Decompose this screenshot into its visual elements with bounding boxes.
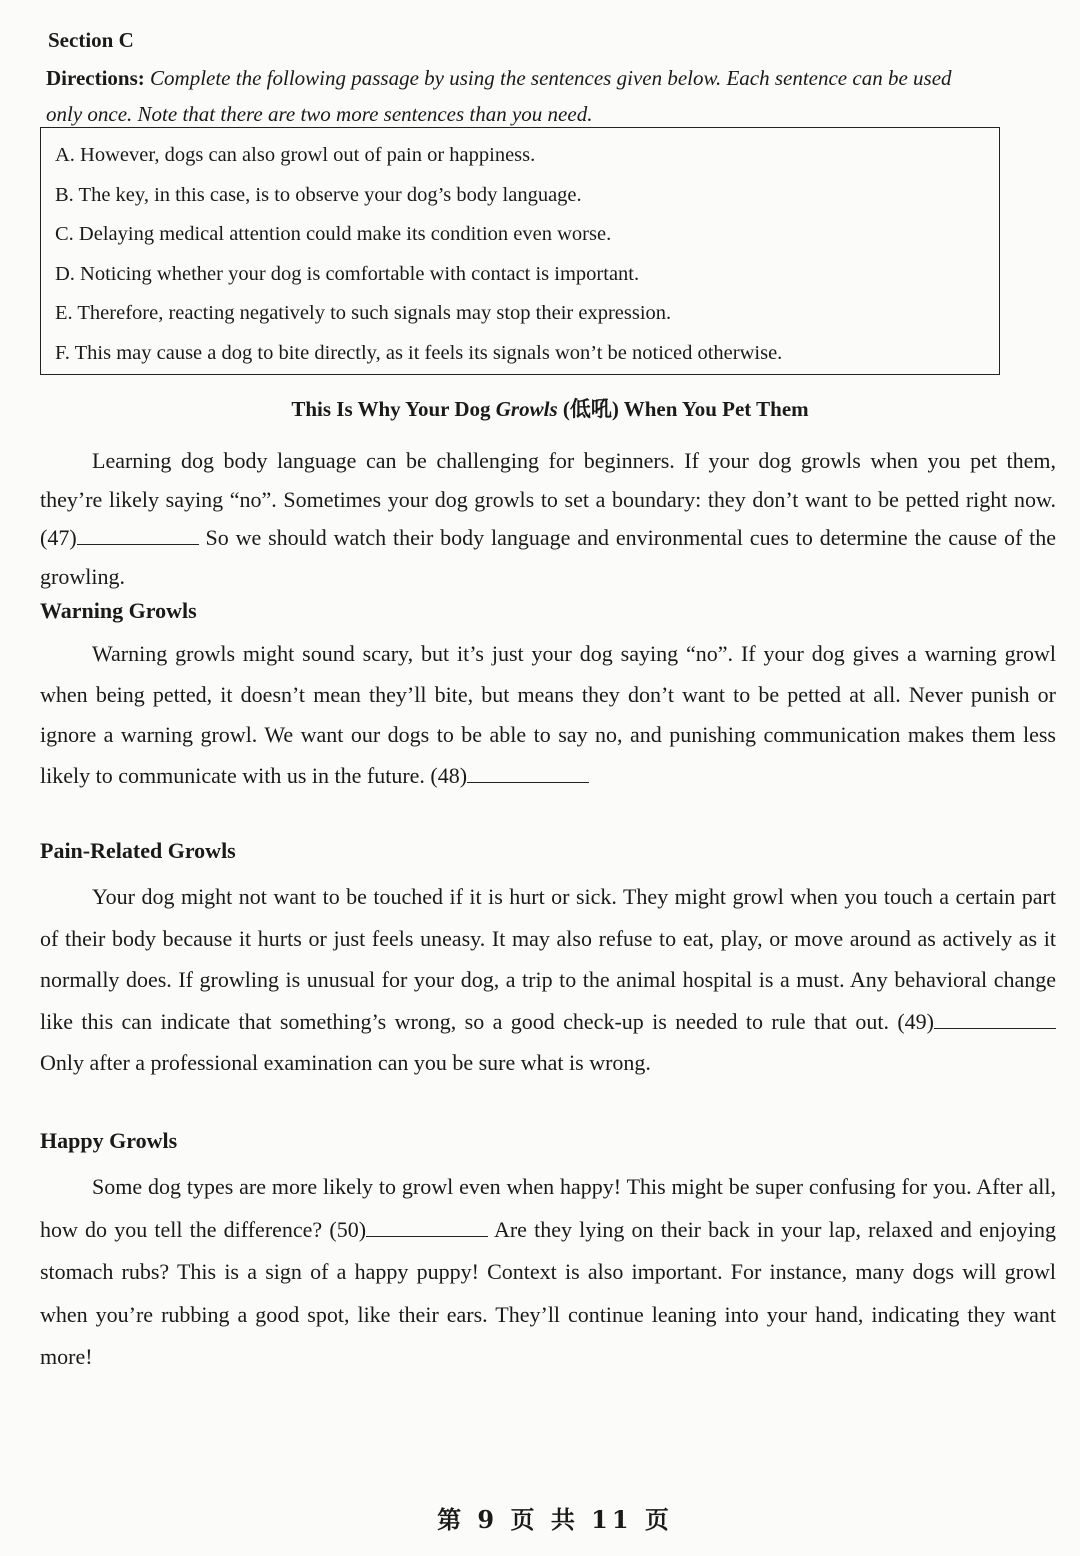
directions-label: Directions: <box>46 66 145 90</box>
intro-text-b: So we should watch their body language and environmental cues to determine the cause of the growling. <box>40 525 1056 589</box>
section-title: Section C <box>48 28 134 52</box>
page-footer: 第 9 页 共 11 页 <box>437 1505 673 1534</box>
title-before: This Is Why Your Dog <box>291 397 496 421</box>
title-italic: Growls <box>495 397 558 421</box>
blank-48[interactable] <box>467 762 589 783</box>
directions-text: Complete the following passage by using the sentences given below. Each sentence can be used only once. Note that there are two more sentences than you need. <box>46 66 952 126</box>
option-a: A. However, dogs can also growl out of pain or happiness. <box>55 144 536 166</box>
warning-text-a: Warning growls might sound scary, but it’s just your dog saying “no”. If your dog gives a warning growl when being petted, it doesn’t mean they’ll bite, but means they don’t want to be petted at all. Never punish or ignore a warning growl. We want our dogs to be able to say no, and punishing communication makes them less likely to communicate with us in the future. (48) <box>40 641 1056 788</box>
blank-49[interactable] <box>934 1008 1056 1029</box>
option-d: D. Noticing whether your dog is comfortable with contact is important. <box>55 262 640 285</box>
happy-paragraph <box>40 1166 1056 1379</box>
happy-text-a: Some dog types are more likely to growl even when happy! This might be super confusing for you. After all, how do you tell the difference? (50) <box>40 1174 1056 1242</box>
pain-text-b: Only after a professional examination can you be sure what is wrong. <box>40 1050 651 1075</box>
blank-47[interactable] <box>77 524 199 545</box>
happy-text-b: Are they lying on their back in your lap, relaxed and enjoying stomach rubs? This is a sign of a happy puppy! Context is also important. For instance, many dogs will growl when you’re rubbing a good spot, like their ears. They’ll continue leaning into your hand, indicating they want more! <box>40 1216 1056 1369</box>
heading-warning: Warning Growls <box>40 598 197 623</box>
option-e: E. Therefore, reacting negatively to such signals may stop their expression. <box>55 302 672 324</box>
heading-pain: Pain-Related Growls <box>40 838 236 863</box>
pain-paragraph <box>40 876 1056 1084</box>
intro-paragraph <box>40 442 1056 596</box>
options-box <box>40 127 1000 375</box>
option-c: C. Delaying medical attention could make its condition even worse. <box>55 223 612 245</box>
intro-text-a: Learning dog body language can be challenging for beginners. If your dog growls when you pet them, they’re likely saying “no”. Sometimes your dog growls to set a boundary: they don’t want to be petted right now. (47) <box>40 448 1056 550</box>
directions <box>46 60 986 132</box>
option-b: B. The key, in this case, is to observe your dog’s body language. <box>55 183 582 206</box>
warning-paragraph <box>40 634 1056 796</box>
heading-happy: Happy Growls <box>40 1128 178 1153</box>
pain-text-a: Your dog might not want to be touched if it is hurt or sick. They might growl when you touch a certain part of their body because it hurts or just feels uneasy. It may also refuse to eat, play, or move around as actively as it normally does. If growling is unusual for your dog, a trip to the animal hospital is a must. Any behavioral change like this can indicate that something’s wrong, so a good check-up is needed to rule that out. (49) <box>40 884 1056 1034</box>
title-after: (低吼) When You Pet Them <box>557 397 809 421</box>
passage-title <box>0 393 1080 423</box>
blank-50[interactable] <box>366 1216 488 1237</box>
option-f: F. This may cause a dog to bite directly, as it feels its signals won’t be noticed otherwise. <box>55 341 783 364</box>
